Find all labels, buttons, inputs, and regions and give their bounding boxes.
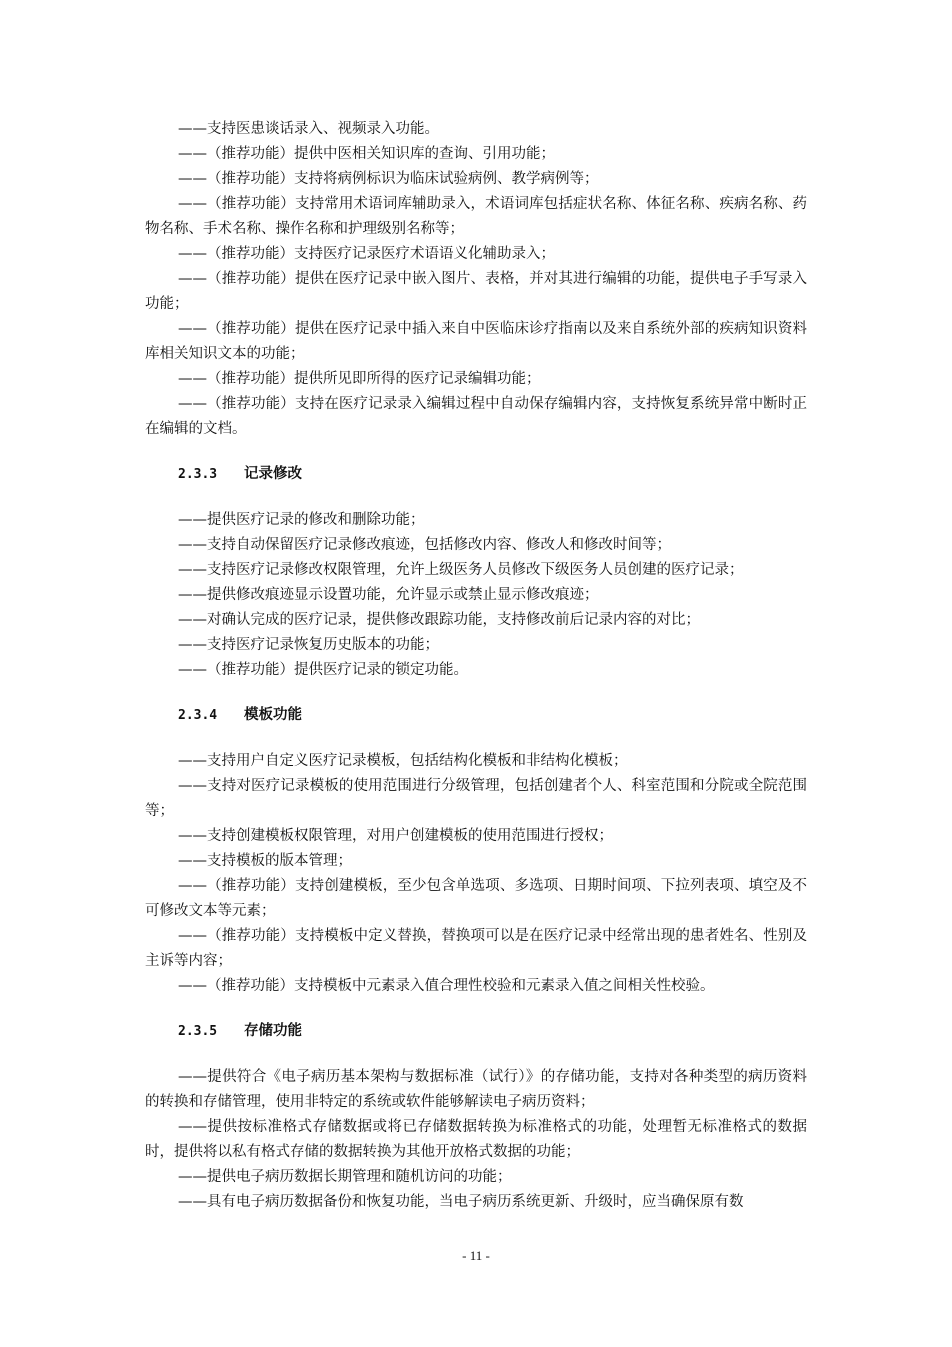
list-paragraph: ——（推荐功能）提供所见即所得的医疗记录编辑功能；: [178, 371, 541, 387]
page-body: [145, 117, 807, 1215]
list-paragraph: ——（推荐功能）提供在医疗记录中嵌入图片、表格，并对其进行编辑的功能，提供电子手写录入功能；: [145, 271, 807, 312]
list-paragraph: ——支持创建模板权限管理，对用户创建模板的使用范围进行授权；: [178, 828, 613, 844]
list-paragraph: ——（推荐功能）提供医疗记录的锁定功能。: [178, 662, 468, 678]
list-paragraph: ——（推荐功能）支持将病例标识为临床试验病例、教学病例等；: [178, 171, 599, 187]
list-paragraph: ——提供医疗记录的修改和删除功能；: [178, 512, 425, 528]
list-paragraph: ——对确认完成的医疗记录，提供修改跟踪功能，支持修改前后记录内容的对比；: [178, 612, 700, 628]
section-heading: [178, 1019, 807, 1044]
section-title: 存储功能: [244, 1023, 302, 1039]
list-paragraph: ——支持用户自定义医疗记录模板，包括结构化模板和非结构化模板；: [178, 753, 628, 769]
list-paragraph: ——提供符合《电子病历基本架构与数据标准（试行）》的存储功能，支持对各种类型的病历资料的转换和存储管理，使用非特定的系统或软件能够解读电子病历资料；: [145, 1069, 807, 1110]
section-number: 2.3.4: [178, 708, 218, 723]
list-paragraph: ——（推荐功能）提供在医疗记录中插入来自中医临床诊疗指南以及来自系统外部的疾病知识资料库相关知识文本的功能；: [145, 321, 807, 362]
list-paragraph: ——（推荐功能）提供中医相关知识库的查询、引用功能；: [178, 146, 555, 162]
list-paragraph: ——（推荐功能）支持常用术语词库辅助录入，术语词库包括症状名称、体征名称、疾病名称、药物名称、手术名称、操作名称和护理级别名称等；: [145, 196, 807, 237]
list-paragraph: ——支持对医疗记录模板的使用范围进行分级管理，包括创建者个人、科室范围和分院或全院范围等；: [145, 778, 807, 819]
list-paragraph: ——提供电子病历数据长期管理和随机访问的功能；: [178, 1169, 512, 1185]
section-title: 记录修改: [244, 466, 302, 482]
list-paragraph: ——提供修改痕迹显示设置功能，允许显示或禁止显示修改痕迹；: [178, 587, 599, 603]
list-paragraph: ——（推荐功能）支持在医疗记录录入编辑过程中自动保存编辑内容，支持恢复系统异常中断时正在编辑的文档。: [145, 396, 807, 437]
list-paragraph: ——具有电子病历数据备份和恢复功能，当电子病历系统更新、升级时，应当确保原有数: [178, 1194, 744, 1210]
list-paragraph: ——支持医疗记录恢复历史版本的功能；: [178, 637, 439, 653]
section-number: 2.3.3: [178, 467, 218, 482]
list-paragraph: ——（推荐功能）支持创建模板，至少包含单选项、多选项、日期时间项、下拉列表项、填空及不可修改文本等元素；: [145, 878, 807, 919]
list-paragraph: ——（推荐功能）支持模板中元素录入值合理性校验和元素录入值之间相关性校验。: [178, 978, 715, 994]
list-paragraph: ——支持医疗记录修改权限管理，允许上级医务人员修改下级医务人员创建的医疗记录；: [178, 562, 744, 578]
list-paragraph: ——（推荐功能）支持医疗记录医疗术语语义化辅助录入；: [178, 246, 555, 262]
list-paragraph: ——支持医患谈话录入、视频录入功能。: [178, 121, 439, 137]
section-heading: [178, 462, 807, 487]
section-title: 模板功能: [244, 707, 302, 723]
section-heading: [178, 703, 807, 728]
list-paragraph: ——支持模板的版本管理；: [178, 853, 352, 869]
list-paragraph: ——（推荐功能）支持模板中定义替换，替换项可以是在医疗记录中经常出现的患者姓名、性别及主诉等内容；: [145, 928, 807, 969]
list-paragraph: ——提供按标准格式存储数据或将已存储数据转换为标准格式的功能，处理暂无标准格式的数据时，提供将以私有格式存储的数据转换为其他开放格式数据的功能；: [145, 1119, 807, 1160]
list-paragraph: ——支持自动保留医疗记录修改痕迹，包括修改内容、修改人和修改时间等；: [178, 537, 671, 553]
page-number: - 11 -: [462, 1248, 490, 1263]
section-number: 2.3.5: [178, 1024, 218, 1039]
